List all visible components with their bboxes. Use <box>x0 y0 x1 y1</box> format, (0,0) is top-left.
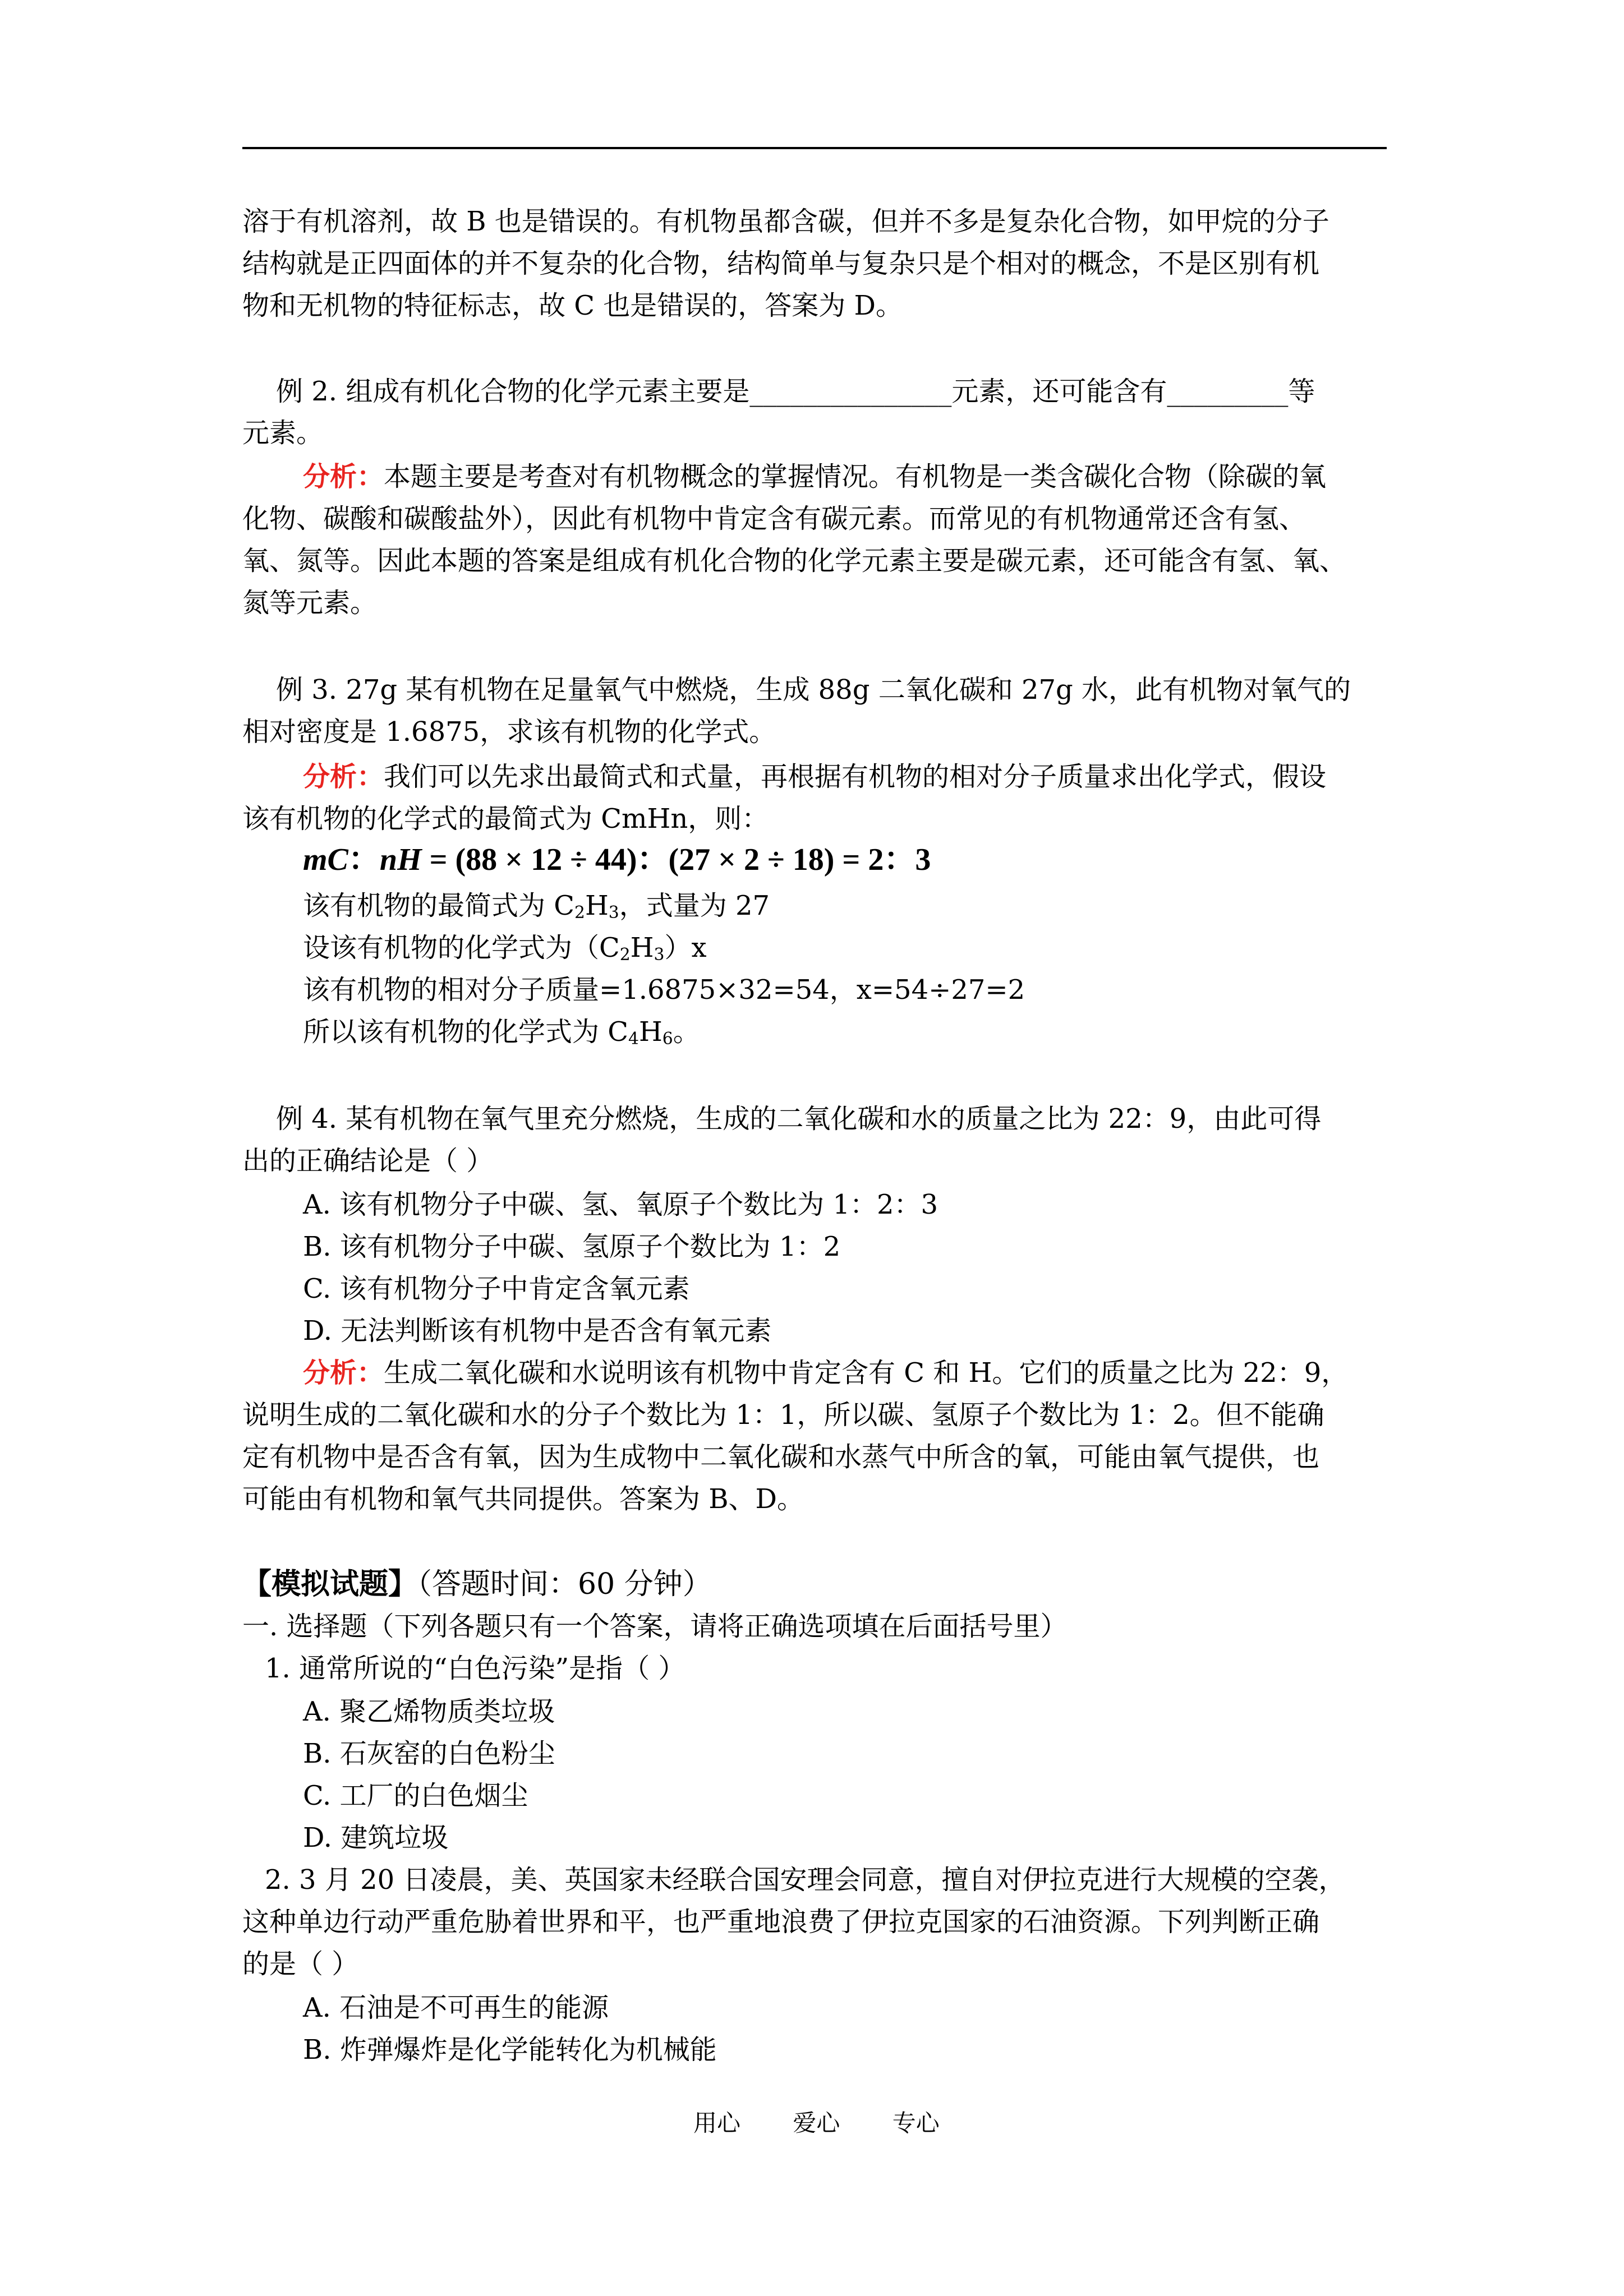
example2-question-line-2: 元素。 <box>242 417 324 449</box>
example4-option-d: D. 无法判断该有机物中是否含有氧元素 <box>303 1315 772 1347</box>
continuation-line-3: 物和无机物的特征标志，故 C 也是错误的，答案为 D。 <box>242 290 903 321</box>
example4-option-b: B. 该有机物分子中碳、氢原子个数比为 1：2 <box>303 1231 841 1262</box>
footer-item-3: 专心 <box>892 2109 940 2137</box>
example2-analysis-line-4: 氮等元素。 <box>242 587 378 619</box>
example4-option-c: C. 该有机物分子中肯定含氧元素 <box>303 1273 690 1304</box>
example4-option-a: A. 该有机物分子中碳、氢、氧原子个数比为 1：2：3 <box>303 1189 938 1220</box>
example4-question-line-1: 例 4. 某有机物在氧气里充分燃烧，生成的二氧化碳和水的质量之比为 22：9，由此可得 <box>276 1103 1322 1135</box>
footer-item-2: 爱心 <box>793 2109 840 2137</box>
example2-analysis-line-1: 分析：本题主要是考查对有机物概念的掌握情况。有机物是一类含碳化合物（除碳的氧 <box>303 461 1327 492</box>
example4-analysis-line-4: 可能由有机物和氧气共同提供。答案为 B、D。 <box>242 1483 804 1515</box>
example3-step-4: 所以该有机物的化学式为 $C_4H_6$。 <box>303 1016 700 1049</box>
example3-question-line-2: 相对密度是 1.6875，求该有机物的化学式。 <box>242 716 776 748</box>
question-2-line-1: 2. 3 月 20 日凌晨，美、英国家未经联合国安理会同意，擅自对伊拉克进行大规模的空袭， <box>265 1864 1346 1896</box>
question-1-option-a: A. 聚乙烯物质类垃圾 <box>303 1696 555 1727</box>
page-footer <box>693 2108 984 2139</box>
question-1-option-d: D. 建筑垃圾 <box>303 1822 449 1854</box>
section-one-title: 一. 选择题（下列各题只有一个答案，请将正确选项填在后面括号里） <box>242 1611 1068 1642</box>
header-rule <box>242 147 1387 149</box>
example3-analysis-line-2: 该有机物的化学式的最简式为 CmHn，则： <box>242 803 769 835</box>
question-2-option-b: B. 炸弹爆炸是化学能转化为机械能 <box>303 2034 717 2066</box>
ratio-formula: mC：nH = (88 × 12 ÷ 44)：(27 × 2 ÷ 18) = 2：3 <box>303 842 931 877</box>
example3-question-line-1: 例 3. 27g 某有机物在足量氧气中燃烧，生成 88g 二氧化碳和 27g 水，此有机物对氧气的 <box>276 674 1351 706</box>
question-2-line-2: 这种单边行动严重危胁着世界和平，也严重地浪费了伊拉克国家的石油资源。下列判断正确 <box>242 1906 1320 1938</box>
example3-step-1: 该有机物的最简式为 $C_2H_3$，式量为 27 <box>303 890 770 923</box>
example3-step-3: 该有机物的相对分子质量=1.6875×32=54，x=54÷27=2 <box>303 974 1025 1006</box>
question-1: 1. 通常所说的“白色污染”是指（ ） <box>265 1653 686 1684</box>
question-1-option-b: B. 石灰窑的白色粉尘 <box>303 1738 555 1769</box>
analysis-label: 分析： <box>303 461 384 492</box>
footer-item-1: 用心 <box>693 2109 741 2137</box>
example4-question-line-2: 出的正确结论是（ ） <box>242 1145 494 1177</box>
continuation-line-1: 溶于有机溶剂，故 B 也是错误的。有机物虽都含碳，但并不多是复杂化合物，如甲烷的分子 <box>242 206 1329 237</box>
example4-analysis-line-1: 分析：生成二氧化碳和水说明该有机物中肯定含有 C 和 H。它们的质量之比为 22：9， <box>303 1357 1349 1389</box>
example2-question-line-1: 例 2. 组成有机化合物的化学元素主要是_______________元素，还可能含有_________等 <box>276 376 1315 407</box>
example4-analysis-line-3: 定有机物中是否含有氧，因为生成物中二氧化碳和水蒸气中所含的氧，可能由氧气提供，也 <box>242 1441 1320 1473</box>
example3-step-2: 设该有机物的化学式为$(C_2H_3)x$ <box>303 932 707 965</box>
example2-analysis-line-3: 氧、氮等。因此本题的答案是组成有机化合物的化学元素主要是碳元素，还可能含有氢、氧、 <box>242 545 1347 577</box>
analysis-label: 分析： <box>303 761 384 792</box>
question-1-option-c: C. 工厂的白色烟尘 <box>303 1780 528 1811</box>
analysis-label: 分析： <box>303 1357 384 1389</box>
example2-analysis-line-2: 化物、碳酸和碳酸盐外），因此有机物中肯定含有碳元素。而常见的有机物通常还含有氢、 <box>242 503 1306 534</box>
question-2-option-a: A. 石油是不可再生的能源 <box>303 1992 609 2023</box>
example4-analysis-line-2: 说明生成的二氧化碳和水的分子个数比为 1：1，所以碳、氢原子个数比为 1：2。但不能确 <box>242 1399 1324 1431</box>
mock-test-heading: 【模拟试题】（答题时间：60 分钟） <box>242 1567 712 1601</box>
example3-analysis-line-1: 分析：我们可以先求出最简式和式量，再根据有机物的相对分子质量求出化学式，假设 <box>303 761 1327 792</box>
question-2-line-3: 的是（ ） <box>242 1948 359 1980</box>
continuation-line-2: 结构就是正四面体的并不复杂的化合物，结构简单与复杂只是个相对的概念，不是区别有机 <box>242 248 1320 279</box>
